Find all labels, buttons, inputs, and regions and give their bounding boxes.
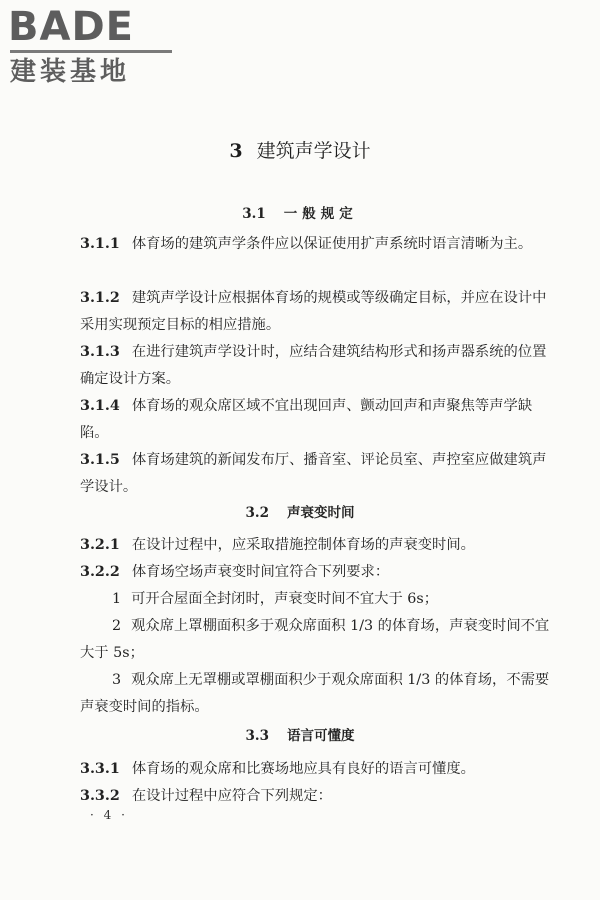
chapter-number: 3 bbox=[229, 140, 243, 162]
logo-subtitle: 建装基地 bbox=[10, 57, 131, 87]
clause bbox=[80, 783, 550, 810]
list-item bbox=[80, 586, 550, 613]
logo bbox=[8, 4, 172, 87]
clause bbox=[80, 339, 550, 393]
item-text: 观众席上无罩棚或罩棚面积少于观众席面积 1/3 的体育场，不需要声衰变时间的指标。 bbox=[80, 672, 550, 715]
section-heading bbox=[0, 724, 600, 744]
list-item bbox=[80, 667, 550, 721]
clause-number: 3.1.1 bbox=[80, 236, 120, 252]
clause-text: 在设计过程中，应采取措施控制体育场的声衰变时间。 bbox=[131, 537, 475, 553]
section-title: 语言可懂度 bbox=[287, 728, 355, 744]
clause bbox=[80, 285, 550, 339]
clause-text: 体育场建筑的新闻发布厅、播音室、评论员室、声控室应做建筑声学设计。 bbox=[80, 452, 547, 495]
clause-number: 3.3.1 bbox=[80, 761, 120, 777]
clause-number: 3.1.2 bbox=[80, 290, 120, 306]
clause-text: 体育场的建筑声学条件应以保证使用扩声系统时语言清晰为主。 bbox=[131, 236, 533, 252]
item-text: 可开合屋面全封闭时，声衰变时间不宜大于 6s； bbox=[131, 591, 439, 607]
clause bbox=[80, 756, 550, 783]
chapter-title-text: 建筑声学设计 bbox=[256, 140, 371, 162]
clause bbox=[80, 559, 550, 586]
list-item bbox=[80, 613, 550, 667]
clause-number: 3.1.5 bbox=[80, 452, 120, 468]
logo-wordmark: BADE bbox=[8, 4, 134, 50]
clause bbox=[80, 532, 550, 559]
section-heading bbox=[0, 501, 600, 521]
clause-text: 体育场空场声衰变时间宜符合下列要求： bbox=[131, 564, 390, 580]
clause-text: 在设计过程中应符合下列规定： bbox=[131, 788, 332, 804]
item-number: 1 bbox=[112, 591, 122, 607]
clause bbox=[80, 231, 550, 258]
chapter-title bbox=[0, 136, 600, 163]
item-number: 2 bbox=[112, 618, 122, 634]
section-title: 声衰变时间 bbox=[287, 505, 355, 521]
clause-text: 在进行建筑声学设计时，应结合建筑结构形式和扬声器系统的位置确定设计方案。 bbox=[80, 344, 547, 387]
section-number: 3.3 bbox=[245, 728, 269, 744]
clause-text: 体育场的观众席区域不宜出现回声、颤动回声和声聚焦等声学缺陷。 bbox=[80, 398, 533, 441]
clause-text: 建筑声学设计应根据体育场的规模或等级确定目标，并应在设计中采用实现预定目标的相应措施。 bbox=[80, 290, 547, 333]
clause-number: 3.3.2 bbox=[80, 788, 120, 804]
clause-number: 3.2.1 bbox=[80, 537, 120, 553]
section-title: 一般规定 bbox=[283, 206, 358, 222]
section-heading bbox=[0, 202, 600, 222]
clause-number: 3.1.4 bbox=[80, 398, 120, 414]
clause-text: 体育场的观众席和比赛场地应具有良好的语言可懂度。 bbox=[131, 761, 475, 777]
item-number: 3 bbox=[112, 672, 122, 688]
item-text: 观众席上罩棚面积多于观众席面积 1/3 的体育场，声衰变时间不宜大于 5s； bbox=[80, 618, 550, 661]
clause-number: 3.2.2 bbox=[80, 564, 120, 580]
clause bbox=[80, 393, 550, 447]
clause-number: 3.1.3 bbox=[80, 344, 120, 360]
logo-rule bbox=[10, 50, 172, 53]
page-number: · 4 · bbox=[90, 808, 128, 822]
section-number: 3.2 bbox=[245, 505, 269, 521]
clause bbox=[80, 447, 550, 501]
section-number: 3.1 bbox=[242, 206, 266, 222]
